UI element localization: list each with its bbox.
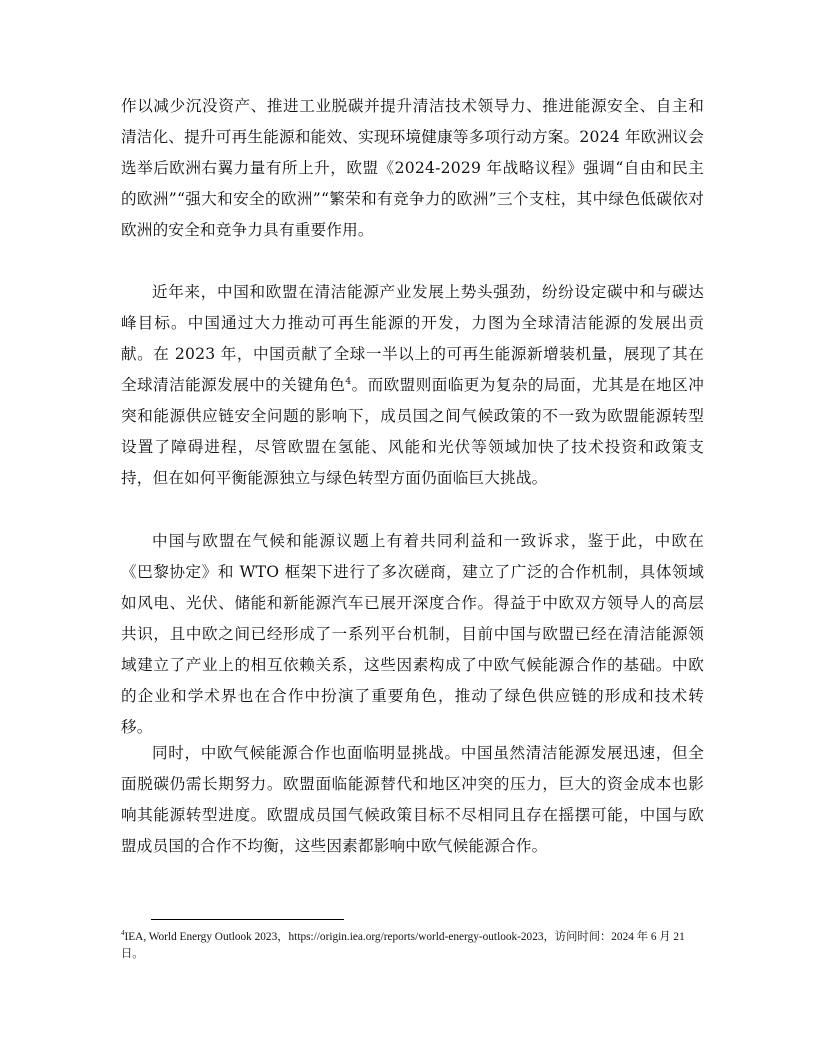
footnote-text: IEA, World Energy Outlook 2023，https://origin.iea.org/reports/world-energy-outlook-2023，访问时间：2024 年 6 月 21 日。	[121, 931, 685, 960]
footnote	[121, 929, 704, 963]
body-paragraph-1: 作以减少沉没资产、推进工业脱碳并提升清洁技术领导力、推进能源安全、自主和清洁化、提升可再生能源和能效、实现环境健康等多项行动方案。2024 年欧洲议会选举后欧洲右翼力量有所上升，欧盟《2024-2029 年战略议程》强调“自由和民主的欧洲”“强大和安全的欧洲”“繁荣和有竞争力的欧洲”三个支柱，其中绿色低碳依对欧洲的安全和竞争力具有重要作用。	[121, 97, 704, 239]
paragraph-2-text-end: 。而欧盟则面临更为复杂的局面，尤其是在地区冲突和能源供应链安全问题的影响下，成员国之间气候政策的不一致为欧盟能源转型设置了障碍进程，尽管欧盟在氢能、风能和光伏等领域加快了技术投资和政策支持，但在如何平衡能源独立与绿色转型方面仍面临巨大挑战。	[121, 376, 704, 487]
body-paragraph-3: 中国与欧盟在气候和能源议题上有着共同利益和一致诉求，鉴于此，中欧在《巴黎协定》和 WTO 框架下进行了多次磋商，建立了广泛的合作机制，具体领域如风电、光伏、储能和新能源汽车已展开深度合作。得益于中欧双方领导人的高层共识，且中欧之间已经形成了一系列平台机制，目前中国与欧盟已经在清洁能源领域建立了产业上的相互依赖关系，这些因素构成了中欧气候能源合作的基础。中欧的企业和学术界也在合作中扮演了重要角色，推动了绿色供应链的形成和技术转移。	[121, 532, 704, 736]
body-paragraph-2	[121, 277, 704, 494]
footnote-separator	[151, 919, 344, 920]
footnote-number: 4	[121, 929, 125, 938]
paragraph-2-text-start: 近年来，中国和欧盟在清洁能源产业发展上势头强劲，纷纷设定碳中和与碳达峰目标。中国通过大力推动可再生能源的开发，力图为全球清洁能源的发展出贡献。在 2023 年，中国贡献了全球一半以上的可再生能源新增装机量，展现了其在全球清洁能源发展中的关键角色	[121, 283, 704, 394]
body-paragraph-4: 同时，中欧气候能源合作也面临明显挑战。中国虽然清洁能源发展迅速，但全面脱碳仍需长期努力。欧盟面临能源替代和地区冲突的压力，巨大的资金成本也影响其能源转型进度。欧盟成员国气候政策目标不尽相同且存在摇摆可能，中国与欧盟成员国的合作不均衡，这些因素都影响中欧气候能源合作。	[121, 744, 704, 855]
footnote-reference[interactable]: 4	[345, 376, 352, 387]
